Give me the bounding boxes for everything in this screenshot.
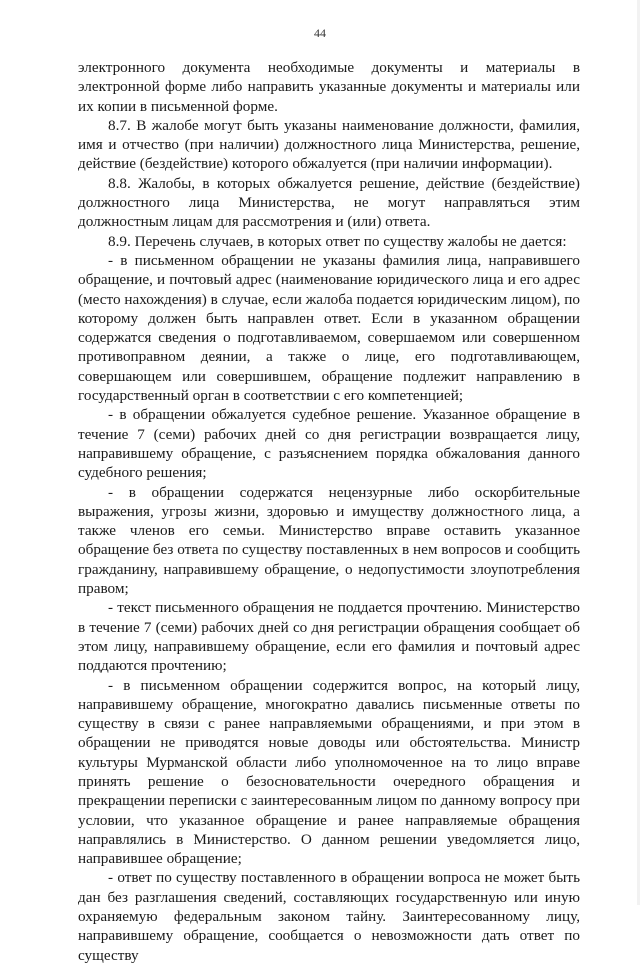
list-item-no-address: - в письменном обращении не указаны фамилия лица, направившего обращение, и почтовый адрес (наименование юридического лица и его адрес (место нахождения) в случае, если жалоба подается юридическим лицом), по которому должен быть направлен ответ. Если в указанном обращении содержатся сведения о подготавливаемом, совершаемом или совершенном противоправном деянии, а также о лице, его подготавливающем, совершающем или совершившем, обращение подлежит направлению в государственный орган в соответствии с его компетенцией; bbox=[78, 251, 580, 405]
list-item-unreadable-text: - текст письменного обращения не поддается прочтению. Министерство в течение 7 (семи) рабочих дней со дня регистрации обращения сообщает об этом лицу, направившему обращение, если его фамилия и почтовый адрес поддаются прочтению; bbox=[78, 599, 580, 675]
list-item-repeated-question: - в письменном обращении содержится вопрос, на который лицу, направившему обращение, многократно давались письменные ответы по существу в связи с ранее направляемыми обращениями, и при этом в обращении не приводятся новые доводы или обстоятельства. Министр культуры Мурманской области либо уполномоченное на то лицо вправе принять решение о безосновательности очередного обращения и прекращении переписки с заинтересованным лицом по данному вопросу при условии, что указанное обращение и ранее направляемые обращения направлялись в Министерство. О данном решении уведомляется лицо, направившее обращение; bbox=[78, 676, 580, 868]
page-number: 44 bbox=[314, 26, 326, 40]
paragraph-8-9: 8.9. Перечень случаев, в которых ответ по существу жалобы не дается: bbox=[108, 232, 567, 250]
paragraph-continuation: электронного документа необходимые документы и материалы в электронной форме либо направить указанные документы и материалы или их копии в письменной форме. bbox=[78, 59, 580, 115]
list-item-offensive-language: - в обращении содержатся нецензурные либо оскорбительные выражения, угрозы жизни, здоровью и имуществу должностного лица, а также членов его семьи. Министерство вправе оставить указанное обращение без ответа по существу поставленных в нем вопросов и сообщить гражданину, направившему обращение, о недопустимости злоупотребления правом; bbox=[78, 483, 580, 598]
paragraph-8-7: 8.7. В жалобе могут быть указаны наименование должности, фамилия, имя и отчество (при наличии) должностного лица Министерства, решение, действие (бездействие) которого обжалуется (при наличии информации). bbox=[78, 116, 580, 173]
list-item-court-decision: - в обращении обжалуется судебное решение. Указанное обращение в течение 7 (семи) рабочих дней со дня регистрации возвращается лицу, направившему обращение, с разъяснением порядка обжалования данного судебного решения; bbox=[78, 406, 580, 482]
list-item-state-secret: - ответ по существу поставленного в обращении вопроса не может быть дан без разглашения сведений, составляющих государственную или иную охраняемую федеральным законом тайну. Заинтересованному лицу, направившему обращение, сообщается о невозможности дать ответ по существу bbox=[78, 869, 580, 964]
document-body bbox=[78, 58, 580, 965]
paragraph-8-8: 8.8. Жалобы, в которых обжалуется решение, действие (бездействие) должностного лица Министерства, не могут направляться этим должностным лицам для рассмотрения и (или) ответа. bbox=[78, 174, 580, 231]
